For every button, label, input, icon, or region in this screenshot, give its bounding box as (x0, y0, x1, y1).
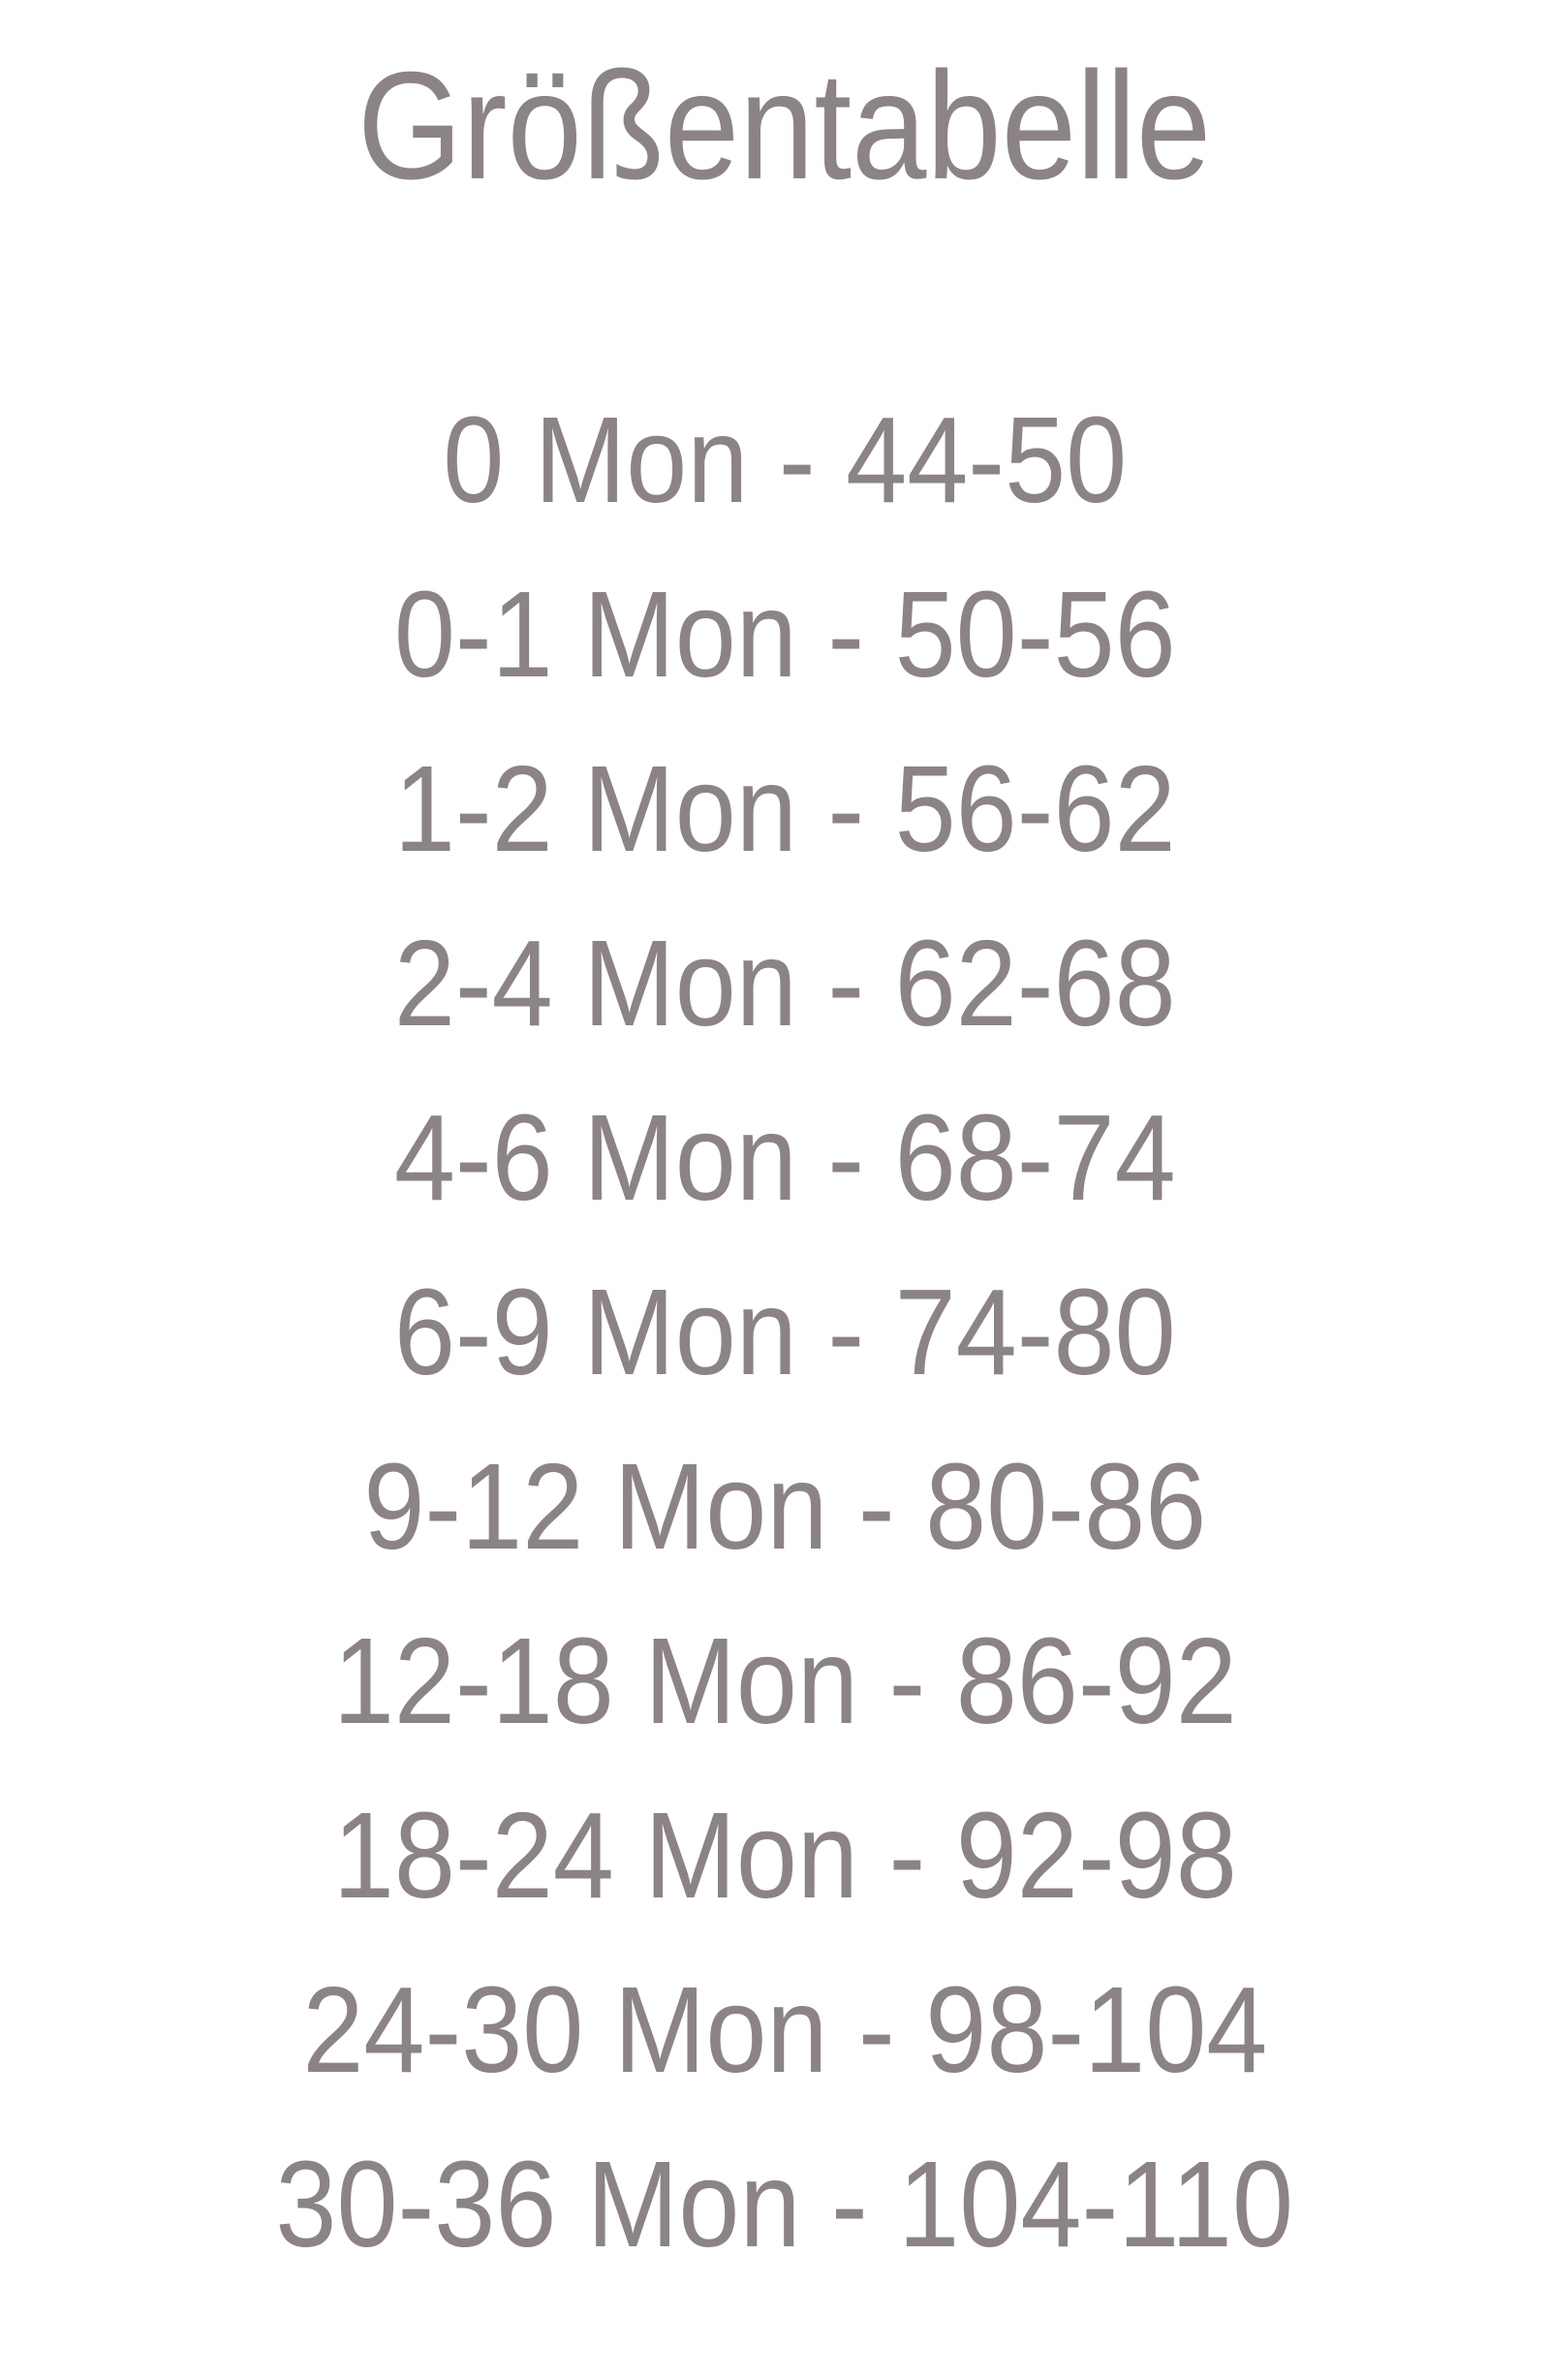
size-table-row (19, 1943, 1550, 2117)
size-chart-header (19, 0, 1550, 252)
size-row-label: 0-1 Mon - 50-56 (393, 566, 1176, 703)
size-table-row (19, 722, 1550, 896)
size-table-row (19, 1245, 1550, 1420)
size-row-label: 30-36 Mon - 104-110 (275, 2136, 1294, 2272)
size-row-label: 12-18 Mon - 86-92 (332, 1613, 1237, 1749)
size-table-row (19, 548, 1550, 722)
page-title-heading (299, 41, 1269, 211)
size-row-label: 2-4 Mon - 62-68 (393, 915, 1176, 1051)
size-row-label: 1-2 Mon - 56-62 (393, 740, 1176, 877)
size-row-label: 24-30 Mon - 98-104 (301, 1961, 1268, 2098)
size-row-label: 4-6 Mon - 68-74 (393, 1089, 1176, 1226)
size-table-row (19, 896, 1550, 1071)
size-table-row (19, 1071, 1550, 1245)
size-table-row (19, 1420, 1550, 1594)
size-row-label: 0 Mon - 44-50 (443, 391, 1127, 528)
size-table-row (19, 2117, 1550, 2292)
size-row-label: 6-9 Mon - 74-80 (393, 1264, 1176, 1400)
size-table-row (19, 1769, 1550, 1943)
size-row-label: 18-24 Mon - 92-98 (332, 1787, 1237, 1924)
page-title: Größentabelle (357, 41, 1212, 211)
size-table-row (19, 373, 1550, 548)
size-table (19, 373, 1550, 2292)
size-row-label: 9-12 Mon - 80-86 (363, 1438, 1206, 1575)
size-table-row (19, 1594, 1550, 1769)
